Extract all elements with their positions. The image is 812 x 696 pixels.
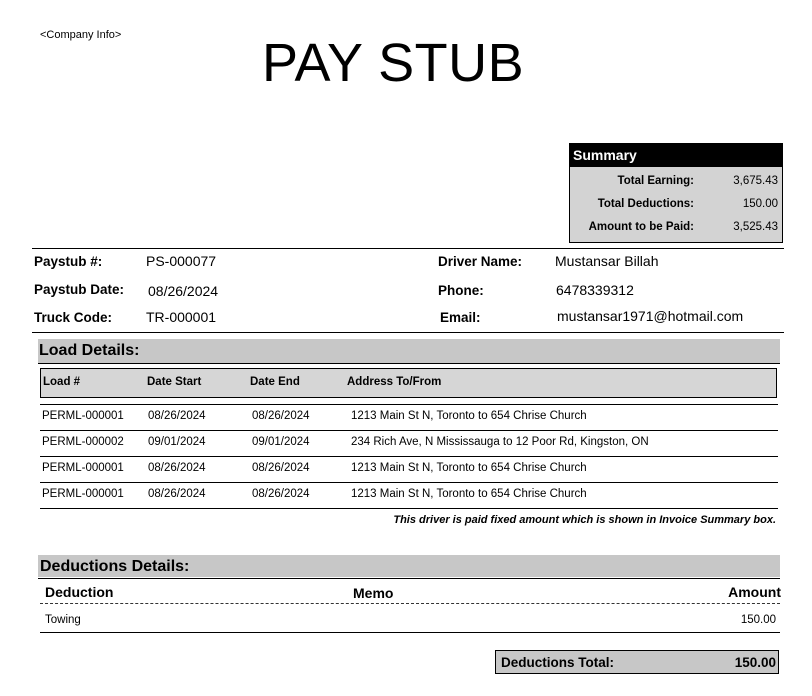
table-row [40,405,778,431]
load-details-heading: Load Details: [39,342,140,359]
deductions-total-box [495,650,779,674]
cell-date-start: 09/01/2024 [148,436,206,448]
cell-date-start: 08/26/2024 [148,410,206,422]
email-label: Email: [440,310,481,325]
divider [38,578,780,579]
col-date-end: Date End [250,376,300,388]
email-value: mustansar1971@hotmail.com [557,308,744,324]
cell-address: 1213 Main St N, Toronto to 654 Chrise Church [351,410,587,422]
paystub-no-label: Paystub #: [34,254,103,269]
divider [32,332,784,333]
cell-load-no: PERML-000001 [42,462,124,474]
col-amount: Amount [728,584,781,600]
cell-date-end: 08/26/2024 [252,410,310,422]
summary-row-total-earning [570,173,782,189]
summary-row-total-deductions [570,196,782,212]
load-details-heading-band [38,339,780,363]
col-load-no: Load # [43,376,81,388]
col-memo: Memo [353,585,394,601]
col-date-start: Date Start [147,376,202,388]
summary-box [569,143,783,243]
company-info: <Company Info> [40,29,122,41]
summary-label: Total Earning: [617,175,694,187]
deductions-heading-band [38,555,780,577]
cell-address: 1213 Main St N, Toronto to 654 Chrise Church [351,488,587,500]
divider [32,248,784,249]
col-deduction: Deduction [45,584,114,600]
summary-heading: Summary [570,144,782,167]
truck-code-label: Truck Code: [34,310,113,325]
cell-load-no: PERML-000001 [42,410,124,422]
summary-label: Total Deductions: [597,198,694,210]
paystub-date-value: 08/26/2024 [148,283,219,299]
phone-label: Phone: [438,283,484,298]
paystub-no-value: PS-000077 [146,253,217,269]
table-row [40,483,778,509]
table-row [40,457,778,483]
cell-date-end: 08/26/2024 [252,462,310,474]
truck-code-value: TR-000001 [146,309,217,325]
cell-date-end: 08/26/2024 [252,488,310,500]
cell-address: 1213 Main St N, Toronto to 654 Chrise Church [351,462,587,474]
cell-date-start: 08/26/2024 [148,462,206,474]
dashed-divider [40,603,780,604]
summary-value: 3,525.43 [733,221,778,233]
load-details-note: This driver is paid fixed amount which is shown in Invoice Summary box. [393,514,776,526]
cell-date-end: 09/01/2024 [252,436,310,448]
deductions-total-value: 150.00 [734,655,776,670]
phone-value: 6478339312 [556,282,634,298]
divider [40,632,780,633]
cell-load-no: PERML-000002 [42,436,124,448]
page-title: PAY STUB [262,33,525,93]
divider [38,363,780,364]
deductions-total-label: Deductions Total: [501,655,614,670]
paystub-date-label: Paystub Date: [34,282,125,297]
cell-address: 234 Rich Ave, N Mississauga to 12 Poor Rd, Kingston, ON [351,436,649,448]
driver-name-label: Driver Name: [438,254,523,269]
cell-date-start: 08/26/2024 [148,488,206,500]
table-row [40,431,778,457]
col-address: Address To/From [347,376,442,388]
cell-load-no: PERML-000001 [42,488,124,500]
summary-value: 150.00 [742,198,778,210]
summary-value: 3,675.43 [733,175,778,187]
deductions-heading: Deductions Details: [40,558,190,575]
driver-name-value: Mustansar Billah [555,253,659,269]
deduction-name: Towing [45,614,81,626]
summary-label: Amount to be Paid: [588,221,694,233]
summary-row-amount-to-be-paid [570,219,782,235]
deduction-amount: 150.00 [740,614,776,626]
load-table-header [40,368,777,398]
